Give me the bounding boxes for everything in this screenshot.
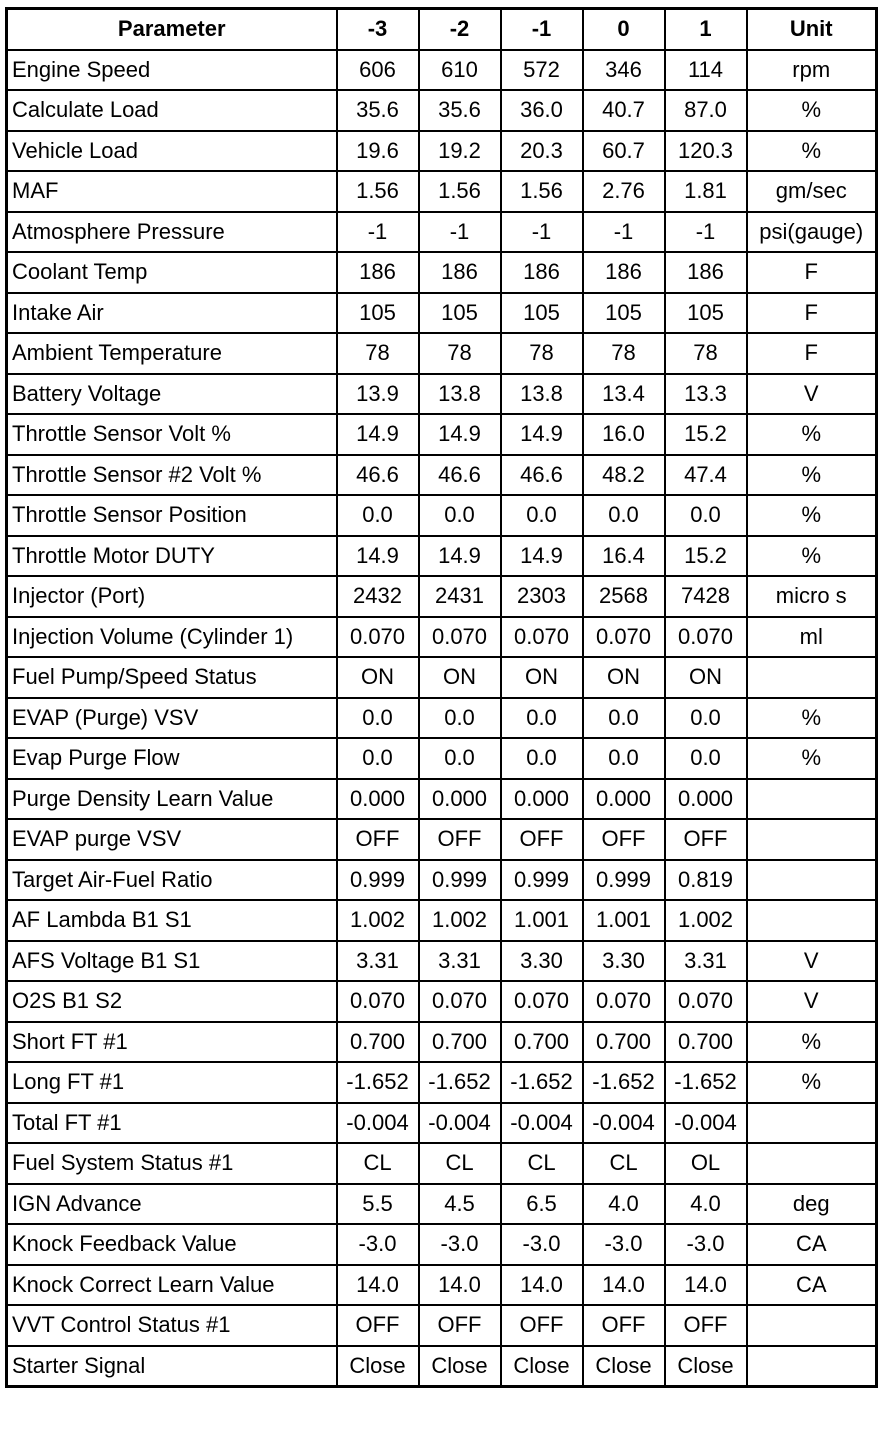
value-cell: -1.652 [583, 1062, 665, 1103]
unit-cell: F [747, 293, 877, 334]
value-cell: 0.0 [501, 698, 583, 739]
value-cell: OFF [419, 1305, 501, 1346]
table-row [7, 860, 877, 901]
value-cell: 0.000 [501, 779, 583, 820]
value-cell: 35.6 [419, 90, 501, 131]
value-cell: 1.002 [419, 900, 501, 941]
parameter-name: EVAP (Purge) VSV [7, 698, 337, 739]
value-cell: 3.30 [583, 941, 665, 982]
parameter-name: Throttle Sensor #2 Volt % [7, 455, 337, 496]
value-cell: OFF [501, 1305, 583, 1346]
value-cell: 6.5 [501, 1184, 583, 1225]
parameter-name: Battery Voltage [7, 374, 337, 415]
value-cell: -0.004 [665, 1103, 747, 1144]
value-cell: 186 [583, 252, 665, 293]
value-cell: 0.000 [583, 779, 665, 820]
value-cell: 346 [583, 50, 665, 91]
unit-cell: micro s [747, 576, 877, 617]
value-cell: 2431 [419, 576, 501, 617]
value-cell: 78 [501, 333, 583, 374]
value-cell: 46.6 [337, 455, 419, 496]
value-cell: 1.002 [665, 900, 747, 941]
value-cell: 0.999 [501, 860, 583, 901]
parameter-name: Knock Feedback Value [7, 1224, 337, 1265]
value-cell: 14.0 [501, 1265, 583, 1306]
value-cell: 0.0 [419, 495, 501, 536]
value-cell: 186 [665, 252, 747, 293]
value-cell: OFF [583, 819, 665, 860]
parameter-name: Atmosphere Pressure [7, 212, 337, 253]
value-cell: 19.6 [337, 131, 419, 172]
value-cell: -1 [501, 212, 583, 253]
parameter-name: Long FT #1 [7, 1062, 337, 1103]
table-row [7, 50, 877, 91]
table-row [7, 981, 877, 1022]
value-cell: 60.7 [583, 131, 665, 172]
header-unit: Unit [747, 9, 877, 50]
unit-cell: CA [747, 1224, 877, 1265]
freeze-frame-table [5, 7, 878, 1388]
value-cell: 20.3 [501, 131, 583, 172]
value-cell: 0.700 [501, 1022, 583, 1063]
value-cell: 78 [665, 333, 747, 374]
parameter-name: Injection Volume (Cylinder 1) [7, 617, 337, 658]
value-cell: OFF [665, 1305, 747, 1346]
value-cell: 1.56 [419, 171, 501, 212]
unit-cell: F [747, 252, 877, 293]
value-cell: 13.8 [419, 374, 501, 415]
value-cell: 14.9 [337, 536, 419, 577]
value-cell: 14.9 [337, 414, 419, 455]
value-cell: ON [419, 657, 501, 698]
table-row [7, 293, 877, 334]
value-cell: 14.0 [583, 1265, 665, 1306]
value-cell: 0.070 [337, 617, 419, 658]
parameter-name: O2S B1 S2 [7, 981, 337, 1022]
table-row [7, 1062, 877, 1103]
parameter-name: Starter Signal [7, 1346, 337, 1387]
value-cell: 1.001 [501, 900, 583, 941]
unit-cell: % [747, 1022, 877, 1063]
unit-cell: psi(gauge) [747, 212, 877, 253]
value-cell: 4.5 [419, 1184, 501, 1225]
value-cell: 13.3 [665, 374, 747, 415]
parameter-name: Fuel System Status #1 [7, 1143, 337, 1184]
unit-cell: CA [747, 1265, 877, 1306]
table-row [7, 1143, 877, 1184]
unit-cell [747, 1143, 877, 1184]
table-row [7, 333, 877, 374]
unit-cell: V [747, 981, 877, 1022]
table-row [7, 455, 877, 496]
parameter-name: AF Lambda B1 S1 [7, 900, 337, 941]
value-cell: 14.9 [419, 536, 501, 577]
table-row [7, 1305, 877, 1346]
value-cell: 13.9 [337, 374, 419, 415]
unit-cell: % [747, 414, 877, 455]
value-cell: 0.0 [337, 495, 419, 536]
value-cell: 35.6 [337, 90, 419, 131]
value-cell: 105 [419, 293, 501, 334]
value-cell: 0.0 [665, 495, 747, 536]
table-row [7, 1022, 877, 1063]
value-cell: OFF [501, 819, 583, 860]
table-row [7, 171, 877, 212]
table-row [7, 495, 877, 536]
value-cell: 0.700 [337, 1022, 419, 1063]
table-row [7, 657, 877, 698]
unit-cell: % [747, 698, 877, 739]
value-cell: 114 [665, 50, 747, 91]
value-cell: 0.070 [665, 981, 747, 1022]
value-cell: -3.0 [665, 1224, 747, 1265]
value-cell: 0.070 [583, 617, 665, 658]
value-cell: 13.8 [501, 374, 583, 415]
value-cell: 105 [501, 293, 583, 334]
value-cell: 16.4 [583, 536, 665, 577]
value-cell: 0.700 [419, 1022, 501, 1063]
value-cell: -3.0 [419, 1224, 501, 1265]
unit-cell: ml [747, 617, 877, 658]
table-row [7, 1346, 877, 1387]
value-cell: CL [501, 1143, 583, 1184]
table-row [7, 414, 877, 455]
parameter-name: Throttle Sensor Volt % [7, 414, 337, 455]
parameter-name: VVT Control Status #1 [7, 1305, 337, 1346]
value-cell: ON [337, 657, 419, 698]
value-cell: 14.9 [419, 414, 501, 455]
value-cell: 1.81 [665, 171, 747, 212]
value-cell: 2568 [583, 576, 665, 617]
value-cell: 0.0 [583, 698, 665, 739]
data-table-container [5, 7, 878, 1388]
value-cell: Close [501, 1346, 583, 1387]
value-cell: 3.31 [337, 941, 419, 982]
value-cell: -1 [583, 212, 665, 253]
value-cell: 0.070 [419, 981, 501, 1022]
unit-cell: gm/sec [747, 171, 877, 212]
unit-cell [747, 860, 877, 901]
value-cell: -3.0 [501, 1224, 583, 1265]
unit-cell: V [747, 374, 877, 415]
table-row [7, 212, 877, 253]
value-cell: 0.0 [337, 738, 419, 779]
parameter-name: IGN Advance [7, 1184, 337, 1225]
table-row [7, 131, 877, 172]
parameter-name: Short FT #1 [7, 1022, 337, 1063]
value-cell: 78 [337, 333, 419, 374]
table-row [7, 738, 877, 779]
value-cell: 0.0 [583, 738, 665, 779]
table-row [7, 779, 877, 820]
value-cell: 47.4 [665, 455, 747, 496]
value-cell: 78 [419, 333, 501, 374]
value-cell: ON [501, 657, 583, 698]
value-cell: -1 [337, 212, 419, 253]
value-cell: -3.0 [337, 1224, 419, 1265]
value-cell: 4.0 [665, 1184, 747, 1225]
value-cell: 0.0 [583, 495, 665, 536]
value-cell: 1.002 [337, 900, 419, 941]
value-cell: 0.0 [501, 495, 583, 536]
value-cell: Close [419, 1346, 501, 1387]
value-cell: 0.000 [665, 779, 747, 820]
value-cell: 0.700 [583, 1022, 665, 1063]
value-cell: OFF [337, 1305, 419, 1346]
table-row [7, 941, 877, 982]
unit-cell: % [747, 131, 877, 172]
value-cell: Close [665, 1346, 747, 1387]
table-row [7, 1265, 877, 1306]
table-row [7, 1103, 877, 1144]
value-cell: 0.819 [665, 860, 747, 901]
value-cell: 2432 [337, 576, 419, 617]
value-cell: OFF [337, 819, 419, 860]
value-cell: 3.31 [665, 941, 747, 982]
header-col-0: 0 [583, 9, 665, 50]
value-cell: 4.0 [583, 1184, 665, 1225]
value-cell: 78 [583, 333, 665, 374]
value-cell: -0.004 [419, 1103, 501, 1144]
value-cell: -0.004 [501, 1103, 583, 1144]
value-cell: -1.652 [419, 1062, 501, 1103]
value-cell: 0.070 [419, 617, 501, 658]
value-cell: -0.004 [583, 1103, 665, 1144]
value-cell: -0.004 [337, 1103, 419, 1144]
value-cell: -1 [419, 212, 501, 253]
value-cell: 1.001 [583, 900, 665, 941]
header-col-minus-2: -2 [419, 9, 501, 50]
value-cell: 186 [501, 252, 583, 293]
table-row [7, 900, 877, 941]
parameter-name: Evap Purge Flow [7, 738, 337, 779]
value-cell: 610 [419, 50, 501, 91]
parameter-name: MAF [7, 171, 337, 212]
header-parameter: Parameter [7, 9, 337, 50]
unit-cell: F [747, 333, 877, 374]
value-cell: 3.31 [419, 941, 501, 982]
header-row [7, 9, 877, 50]
table-body [7, 50, 877, 1387]
value-cell: 1.56 [501, 171, 583, 212]
unit-cell: % [747, 455, 877, 496]
unit-cell [747, 1346, 877, 1387]
parameter-name: Ambient Temperature [7, 333, 337, 374]
unit-cell: rpm [747, 50, 877, 91]
table-row [7, 698, 877, 739]
parameter-name: Total FT #1 [7, 1103, 337, 1144]
value-cell: 186 [419, 252, 501, 293]
value-cell: 186 [337, 252, 419, 293]
parameter-name: Injector (Port) [7, 576, 337, 617]
value-cell: 1.56 [337, 171, 419, 212]
table-row [7, 1184, 877, 1225]
value-cell: 14.9 [501, 414, 583, 455]
value-cell: Close [337, 1346, 419, 1387]
table-row [7, 819, 877, 860]
value-cell: 5.5 [337, 1184, 419, 1225]
parameter-name: EVAP purge VSV [7, 819, 337, 860]
parameter-name: Vehicle Load [7, 131, 337, 172]
unit-cell: % [747, 536, 877, 577]
value-cell: 16.0 [583, 414, 665, 455]
value-cell: 14.0 [665, 1265, 747, 1306]
parameter-name: Fuel Pump/Speed Status [7, 657, 337, 698]
value-cell: CL [583, 1143, 665, 1184]
value-cell: CL [337, 1143, 419, 1184]
value-cell: 0.700 [665, 1022, 747, 1063]
value-cell: 0.070 [665, 617, 747, 658]
unit-cell: % [747, 495, 877, 536]
table-row [7, 576, 877, 617]
value-cell: 606 [337, 50, 419, 91]
value-cell: Close [583, 1346, 665, 1387]
value-cell: 40.7 [583, 90, 665, 131]
unit-cell: % [747, 738, 877, 779]
value-cell: 0.999 [419, 860, 501, 901]
header-col-1: 1 [665, 9, 747, 50]
value-cell: 46.6 [419, 455, 501, 496]
value-cell: 14.0 [337, 1265, 419, 1306]
table-row [7, 1224, 877, 1265]
value-cell: 15.2 [665, 414, 747, 455]
value-cell: 105 [583, 293, 665, 334]
value-cell: -1.652 [337, 1062, 419, 1103]
value-cell: 46.6 [501, 455, 583, 496]
value-cell: 0.0 [501, 738, 583, 779]
value-cell: 0.0 [419, 738, 501, 779]
header-col-minus-3: -3 [337, 9, 419, 50]
value-cell: 48.2 [583, 455, 665, 496]
unit-cell [747, 819, 877, 860]
value-cell: 14.0 [419, 1265, 501, 1306]
table-row [7, 252, 877, 293]
value-cell: -3.0 [583, 1224, 665, 1265]
value-cell: 0.070 [501, 617, 583, 658]
value-cell: 0.0 [419, 698, 501, 739]
value-cell: 0.070 [583, 981, 665, 1022]
table-row [7, 374, 877, 415]
value-cell: 0.999 [337, 860, 419, 901]
unit-cell [747, 1103, 877, 1144]
value-cell: 0.000 [419, 779, 501, 820]
unit-cell: V [747, 941, 877, 982]
table-row [7, 617, 877, 658]
value-cell: 7428 [665, 576, 747, 617]
unit-cell [747, 900, 877, 941]
value-cell: CL [419, 1143, 501, 1184]
parameter-name: Coolant Temp [7, 252, 337, 293]
value-cell: -1.652 [501, 1062, 583, 1103]
value-cell: 105 [665, 293, 747, 334]
unit-cell: % [747, 1062, 877, 1103]
unit-cell [747, 1305, 877, 1346]
value-cell: 14.9 [501, 536, 583, 577]
parameter-name: Throttle Motor DUTY [7, 536, 337, 577]
value-cell: OFF [419, 819, 501, 860]
value-cell: OFF [583, 1305, 665, 1346]
value-cell: 2.76 [583, 171, 665, 212]
value-cell: 0.070 [501, 981, 583, 1022]
value-cell: 105 [337, 293, 419, 334]
value-cell: 13.4 [583, 374, 665, 415]
value-cell: -1.652 [665, 1062, 747, 1103]
header-col-minus-1: -1 [501, 9, 583, 50]
value-cell: 87.0 [665, 90, 747, 131]
value-cell: 0.999 [583, 860, 665, 901]
value-cell: 0.0 [337, 698, 419, 739]
value-cell: 0.070 [337, 981, 419, 1022]
parameter-name: Knock Correct Learn Value [7, 1265, 337, 1306]
value-cell: 572 [501, 50, 583, 91]
table-row [7, 536, 877, 577]
value-cell: 2303 [501, 576, 583, 617]
unit-cell [747, 779, 877, 820]
value-cell: 0.0 [665, 698, 747, 739]
value-cell: 19.2 [419, 131, 501, 172]
unit-cell [747, 657, 877, 698]
value-cell: -1 [665, 212, 747, 253]
value-cell: 3.30 [501, 941, 583, 982]
value-cell: 0.0 [665, 738, 747, 779]
parameter-name: AFS Voltage B1 S1 [7, 941, 337, 982]
value-cell: 36.0 [501, 90, 583, 131]
parameter-name: Calculate Load [7, 90, 337, 131]
parameter-name: Purge Density Learn Value [7, 779, 337, 820]
value-cell: 120.3 [665, 131, 747, 172]
value-cell: 0.000 [337, 779, 419, 820]
value-cell: ON [583, 657, 665, 698]
parameter-name: Engine Speed [7, 50, 337, 91]
unit-cell: deg [747, 1184, 877, 1225]
unit-cell: % [747, 90, 877, 131]
value-cell: ON [665, 657, 747, 698]
parameter-name: Target Air-Fuel Ratio [7, 860, 337, 901]
table-row [7, 90, 877, 131]
value-cell: 15.2 [665, 536, 747, 577]
parameter-name: Intake Air [7, 293, 337, 334]
parameter-name: Throttle Sensor Position [7, 495, 337, 536]
value-cell: OL [665, 1143, 747, 1184]
value-cell: OFF [665, 819, 747, 860]
